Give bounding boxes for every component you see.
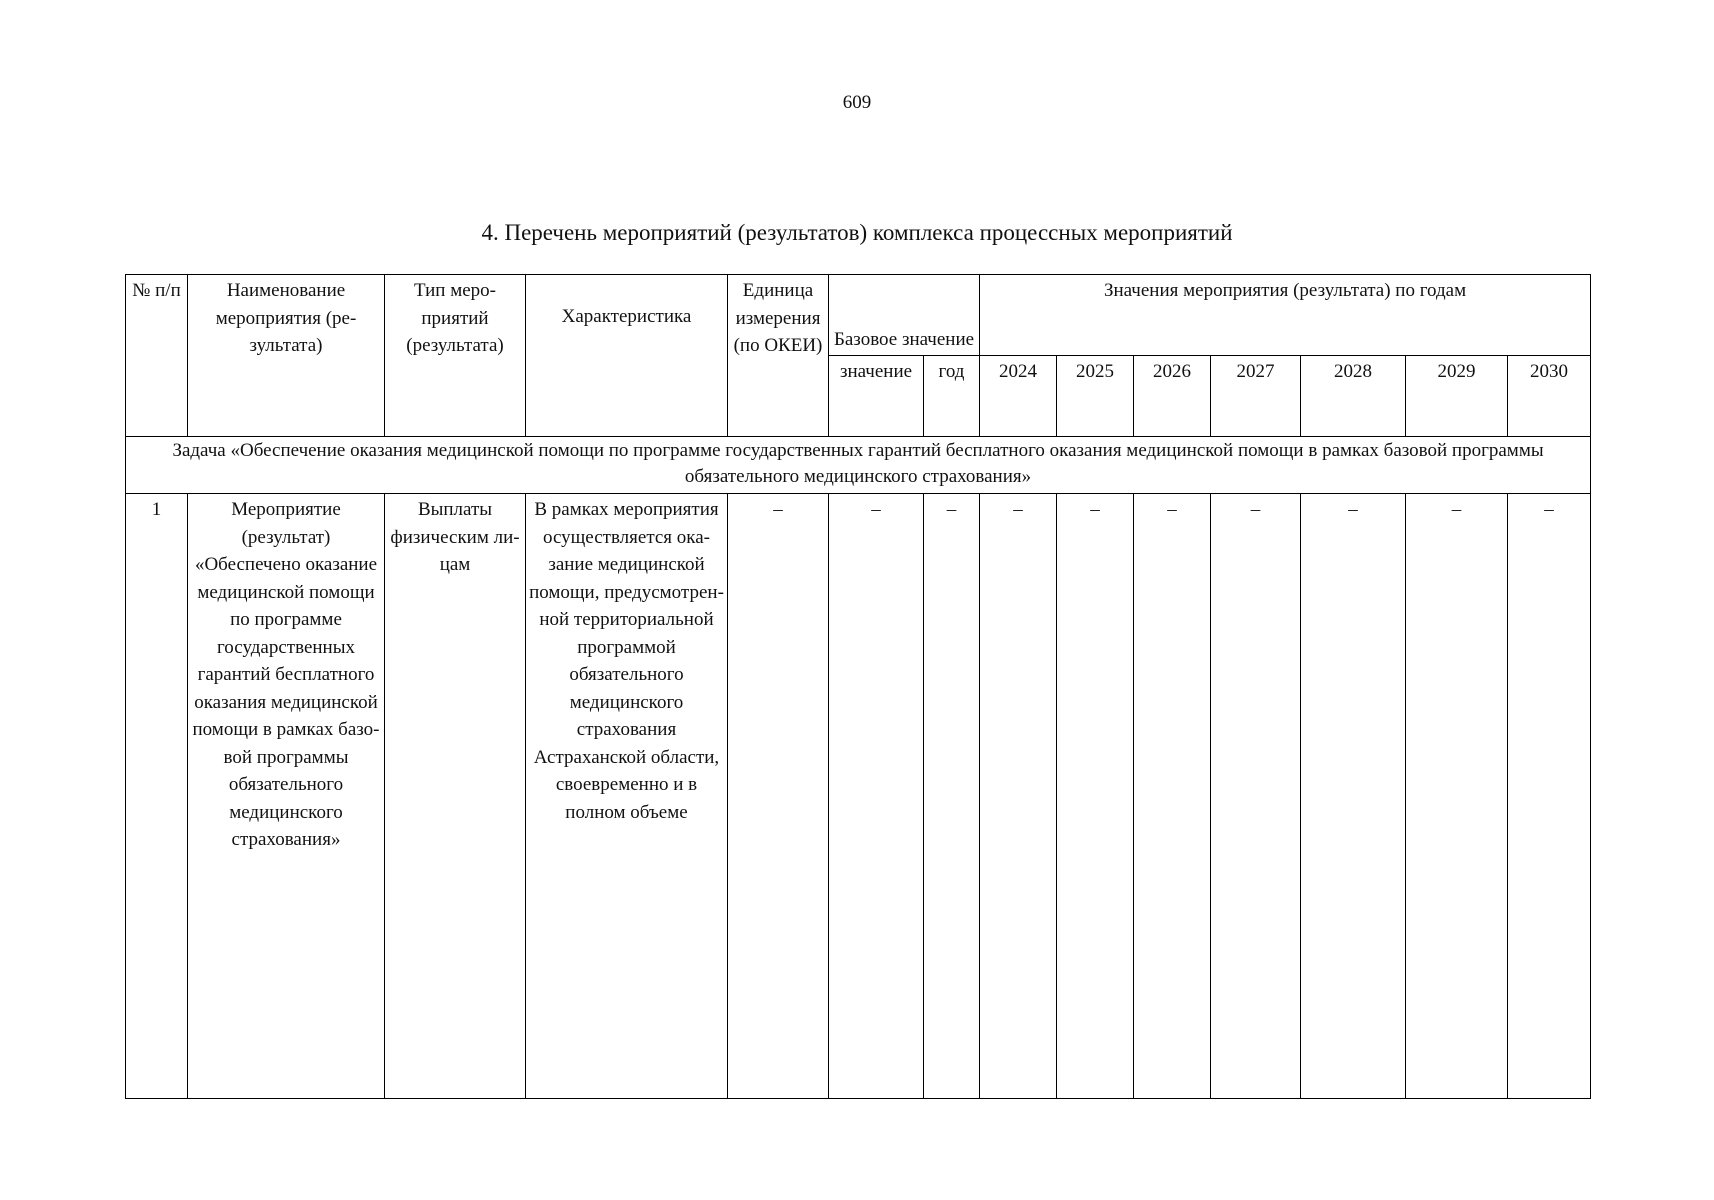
cell-year-value: – [1301,494,1406,1099]
header-name: Наименование мероприятия (результата) [188,275,385,437]
table-row [126,494,1591,1099]
task-cell: Задача «Обеспечение оказания медицинской помощи по программе государственных гарантий бесплатного оказания медицинской помощи в рамках базовой программы обязательного медицинского страхования» [126,437,1591,494]
header-year: 2025 [1057,356,1134,437]
cell-name: Мероприятие (результат) «Обеспечено оказание медицинской помощи по программе государственных гарантий бесплатного оказания медицинской помощи в рамках базовой программы обязательного медицинского страхования» [188,494,385,1099]
header-unit: Единица измерения (по ОКЕИ) [728,275,829,437]
cell-characteristic: В рамках мероприятия осуществляется оказание медицинской помощи, предусмотренной территориальной программой обязательного медицинского страхования Астраханской области, своевременно и в полном объеме [526,494,728,1099]
header-year: 2029 [1406,356,1508,437]
cell-year-value: – [980,494,1057,1099]
page-number: 609 [842,92,872,113]
cell-year-value: – [1508,494,1591,1099]
header-year: 2026 [1134,356,1211,437]
header-base-value-year: год [924,356,980,437]
cell-unit: – [728,494,829,1099]
header-year: 2028 [1301,356,1406,437]
cell-year-value: – [1406,494,1508,1099]
header-num: № п/п [126,275,188,437]
header-row [126,275,1591,356]
header-values-by-years: Значения мероприятия (результата) по годам [980,275,1591,356]
task-row [126,437,1591,494]
cell-type: Выплаты физическим лицам [385,494,526,1099]
header-year: 2027 [1211,356,1301,437]
cell-year-value: – [1211,494,1301,1099]
cell-year-value: – [1134,494,1211,1099]
cell-year-value: – [1057,494,1134,1099]
measures-table [125,274,1591,1099]
cell-base-year: – [924,494,980,1099]
header-year: 2030 [1508,356,1591,437]
header-base-value: Базовое значение [829,275,980,356]
header-characteristic: Характеристика [526,275,728,437]
cell-num: 1 [126,494,188,1099]
cell-base-value: – [829,494,924,1099]
header-base-value-value: значение [829,356,924,437]
header-year: 2024 [980,356,1057,437]
document-title: 4. Перечень мероприятий (результатов) комплекса процессных мероприятий [481,220,1233,245]
header-type: Тип мероприятий (результата) [385,275,526,437]
